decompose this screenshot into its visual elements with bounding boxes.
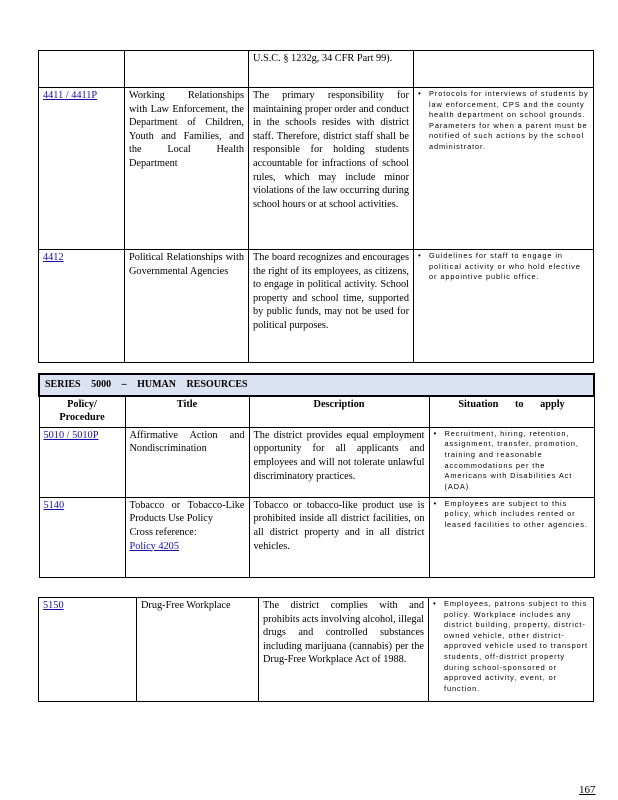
table-row [39, 427, 594, 497]
policy-table-5150 [38, 597, 594, 702]
cross-reference-label: Cross reference: [129, 526, 197, 538]
policy-link-4412[interactable]: 4412 [43, 252, 64, 263]
series-heading: SERIES 5000 – HUMAN RESOURCES [39, 374, 594, 396]
column-header-description: Description [249, 396, 429, 428]
bullet-icon: • [433, 498, 438, 508]
situation-cell [429, 598, 594, 702]
description-cell: Tobacco or tobacco-like product use is prohibited inside all district facilities, on all district property and in all district vehicles. [249, 497, 429, 577]
bullet-item: • Employees, patrons subject to this policy. Workplace includes any district building, property, district-owned vehicle, other district-approved vehicle used to transport students, off-district property during school-sponsored or approved activity, event, or function. [433, 599, 588, 693]
description-cell: The district complies with and prohibits acts involving alcohol, illegal drugs and controlled substances including marijuana (cannabis) per the Drug-Free Workplace Act of 1988. [259, 598, 429, 702]
policy-code-cell [39, 250, 125, 363]
bullet-icon: • [433, 428, 438, 438]
title-cell: Tobacco or Tobacco-Like Products Use Policy Cross reference: Policy 4205 [125, 497, 249, 577]
title-cell: Political Relationships with Governmental Agencies [125, 250, 249, 363]
situation-cell [429, 427, 594, 497]
policy-link-5010[interactable]: 5010 / 5010P [43, 429, 99, 441]
policy-code-cell [39, 88, 125, 250]
column-header-title: Title [125, 396, 249, 428]
policy-table-4000 [38, 50, 594, 363]
description-cell: U.S.C. § 1232g, 34 CFR Part 99). [249, 51, 414, 88]
column-header-row [39, 396, 594, 428]
bullet-item: • Protocols for interviews of students by law enforcement, CPS and the county health department on school grounds. Parameters for when a parent must be notified of such actions by the school administrator. [418, 89, 589, 151]
description-cell: The board recognizes and encourages the right of its employees, as citizens, to engage in political activity. School property and school time, supported by public funds, may not be used for political purposes. [249, 250, 414, 363]
series-header-row [39, 374, 594, 396]
bullet-icon: • [418, 251, 422, 260]
policy-code-cell [39, 497, 125, 577]
bullet-icon: • [433, 599, 437, 608]
title-cell: Drug-Free Workplace [137, 598, 259, 702]
table-row [39, 88, 594, 250]
title-cell: Affirmative Action and Nondiscrimination [125, 427, 249, 497]
policy-table-5000 [38, 373, 595, 578]
bullet-item: • Recruitment, hiring, retention, assignment, transfer, promotion, training and reasonable accommodations per the Americans with Disabilities Act (ADA) [433, 428, 579, 491]
policy-link-4205[interactable]: Policy 4205 [129, 540, 179, 552]
title-cell: Working Relationships with Law Enforcement, the Department of Children, Youth and Families, and the Local Health Department [125, 88, 249, 250]
table-row [39, 598, 594, 702]
table-row [39, 51, 594, 88]
bullet-item: • Employees are subject to this policy, which includes rented or leased facilities to other agencies. [433, 498, 588, 529]
description-cell: The district provides equal employment opportunity for all applicants and employees and will not tolerate unlawful discriminatory practices. [249, 427, 429, 497]
table-row [39, 250, 594, 363]
bullet-item: • Guidelines for staff to engage in political activity or who hold elective or appointive public office. [418, 251, 581, 282]
description-cell: The primary responsibility for maintaining proper order and conduct in the schools resides with district staff. Therefore, district staff shall be responsible for holding students accountable for infractions of school rules, which may include minor violations of the law occurring during school hours or at school activities. [249, 88, 414, 250]
policy-link-4411[interactable]: 4411 / 4411P [43, 90, 98, 101]
policy-link-5140[interactable]: 5140 [43, 499, 65, 511]
situation-cell [414, 88, 594, 250]
situation-cell [429, 497, 594, 577]
column-header-policy: Policy/ Procedure [39, 396, 125, 428]
situation-cell [414, 250, 594, 363]
table-row [39, 497, 594, 577]
bullet-icon: • [418, 89, 422, 98]
policy-code-cell [39, 598, 137, 702]
policy-link-5150[interactable]: 5150 [43, 600, 64, 611]
column-header-situation: Situation to apply [429, 396, 594, 428]
policy-code-cell [39, 427, 125, 497]
page-number: 167 [579, 784, 596, 796]
